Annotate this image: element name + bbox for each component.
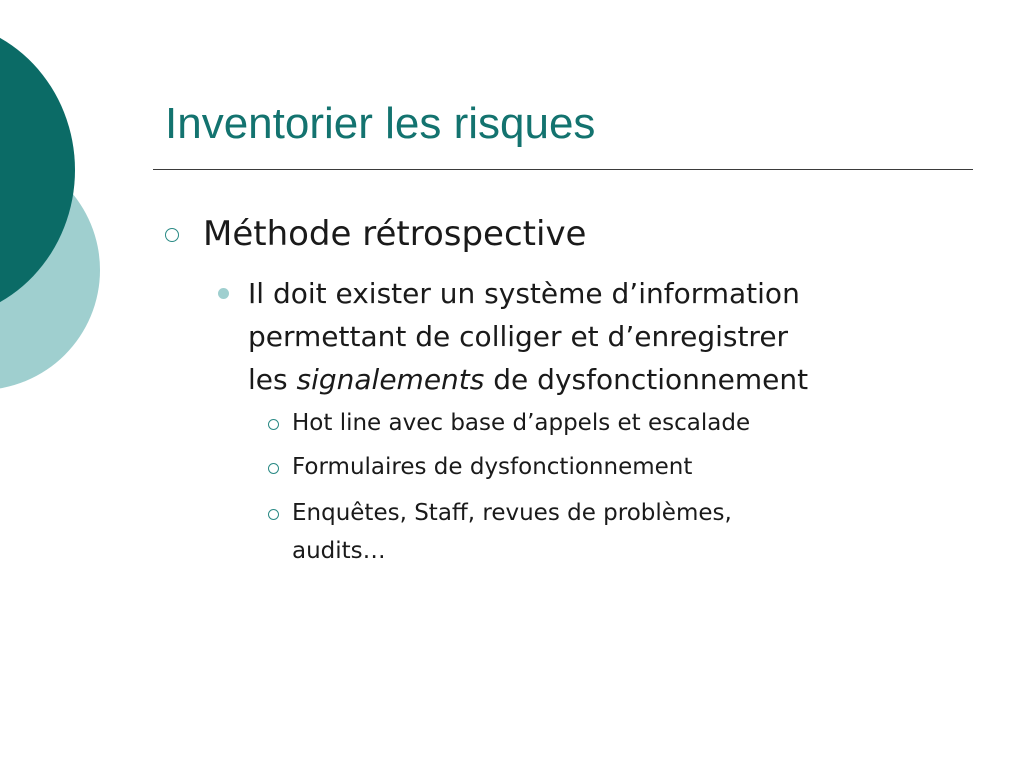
- filled-dot-bullet-icon: [218, 288, 229, 299]
- bullet-level3-text: Enquêtes, Staff, revues de problèmes,: [292, 500, 732, 526]
- hollow-circle-bullet-icon: [268, 509, 279, 520]
- hollow-circle-bullet-icon: [268, 463, 279, 474]
- bullet-level1-text: Méthode rétrospective: [203, 214, 587, 254]
- bullet-level2-line3-pre: les: [248, 363, 297, 396]
- emphasis-signalements: signalements: [296, 363, 485, 396]
- hollow-circle-bullet-icon: [165, 228, 179, 242]
- bullet-level3-text-line2: audits…: [292, 538, 386, 564]
- bullet-level3-text: Formulaires de dysfonctionnement: [292, 454, 693, 480]
- hollow-circle-bullet-icon: [268, 419, 279, 430]
- bullet-level2-line3: [248, 358, 808, 401]
- bullet-level3-text: Hot line avec base d’appels et escalade: [292, 410, 751, 436]
- slide-title: Inventorier les risques: [165, 99, 596, 148]
- bullet-level2-line3-post: de dysfonctionnement: [484, 363, 809, 396]
- bullet-level2-line1: Il doit exister un système d’information: [248, 277, 800, 310]
- bullet-level2-line2: permettant de colliger et d’enregistrer: [248, 320, 789, 353]
- title-divider: [153, 169, 973, 170]
